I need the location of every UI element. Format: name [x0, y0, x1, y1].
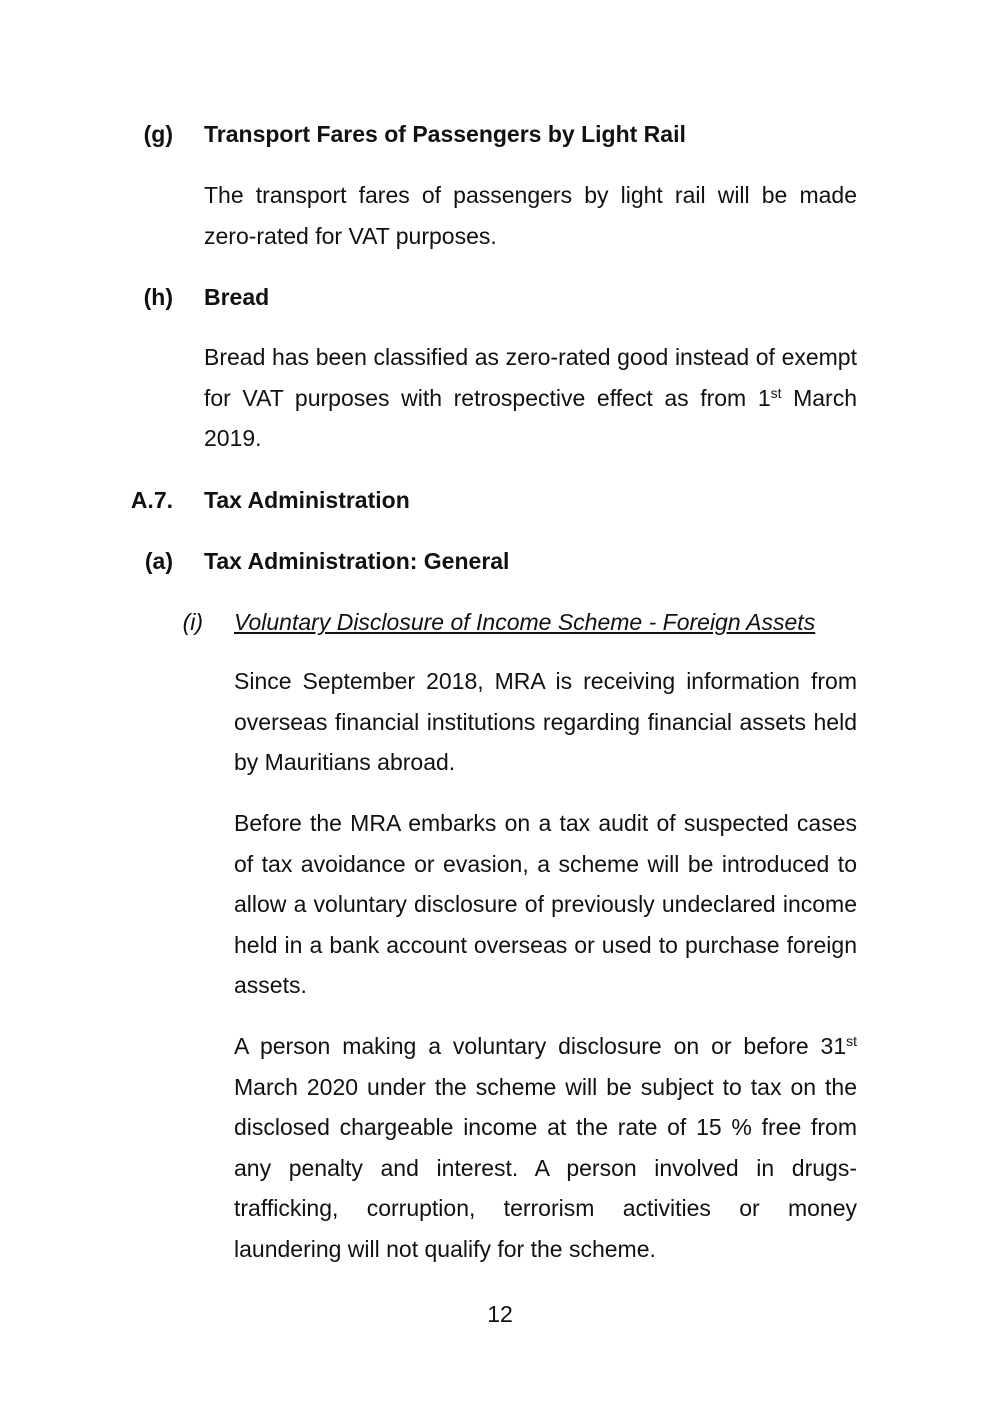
subsection-para-3: [234, 1026, 857, 1270]
subsection-para-1: Since September 2018, MRA is receiving information from overseas financial institutions regarding financial assets held by Mauritians abroad.: [234, 668, 857, 776]
page-number: 12: [487, 1301, 513, 1327]
section-body-g: The transport fares of passengers by light rail will be made zero-rated for VAT purposes.: [204, 182, 857, 249]
superscript-ordinal: st: [846, 1033, 857, 1049]
superscript-ordinal: st: [770, 384, 782, 401]
body-text: March 2020 under the scheme will be subject to tax on the disclosed chargeable income at the rate of 15 % free from any penalty and interest. A person involved in drugs-trafficking, corruption, terrorism activities or money laundering will not qualify for the scheme.: [234, 1073, 857, 1262]
section-number-h: (h): [143, 284, 173, 310]
section-heading-a: Tax Administration: General: [204, 548, 510, 574]
body-text: A person making a voluntary disclosure on or before 31: [234, 1033, 847, 1059]
subsection-para-2: Before the MRA embarks on a tax audit of suspected cases of tax avoidance or evasion, a scheme will be introduced to allow a voluntary disclosure of previously undeclared income held in a bank account overseas or used to purchase foreign assets.: [234, 810, 857, 999]
body-text: March 2019.: [204, 384, 857, 452]
section-body-h: [204, 337, 857, 459]
body-text: Bread has been classified as zero-rated good instead of exempt for VAT purposes with retrospective effect as from 1: [204, 344, 857, 411]
section-heading-a7: Tax Administration: [204, 487, 410, 513]
section-heading-g: Transport Fares of Passengers by Light Rail: [204, 121, 686, 147]
subsection-number-i: (i): [182, 609, 203, 635]
section-number-g: (g): [143, 121, 173, 147]
section-heading-h: Bread: [204, 284, 270, 310]
section-number-a: (a): [144, 548, 173, 574]
subsection-heading-i: Voluntary Disclosure of Income Scheme - Foreign Assets: [234, 609, 816, 635]
section-number-a7: A.7.: [130, 487, 173, 513]
